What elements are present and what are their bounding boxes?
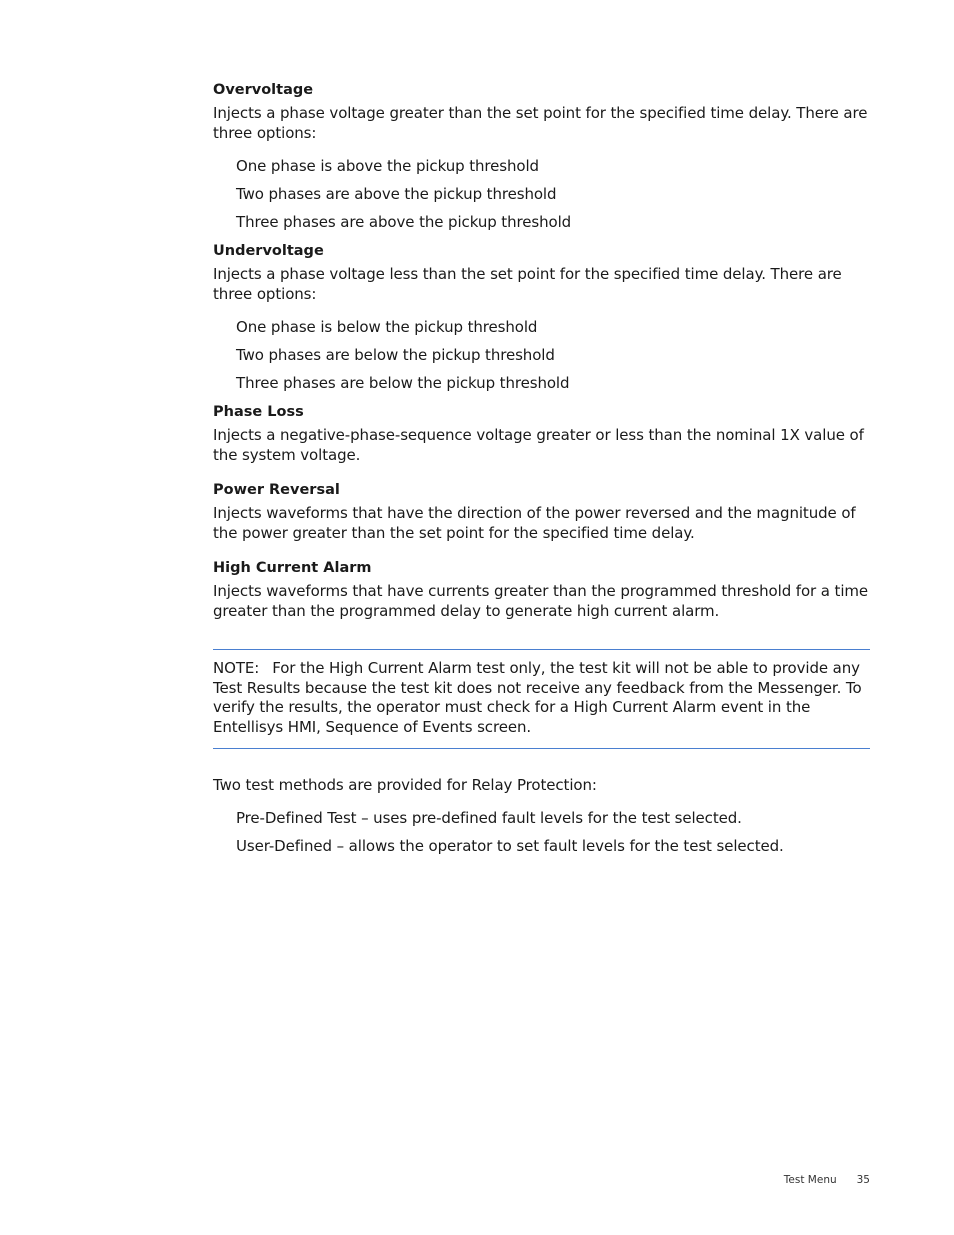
list-item: One phase is below the pickup threshold [236, 318, 538, 336]
section-heading: Phase Loss [213, 404, 304, 420]
note-text: For the High Current Alarm test only, the test kit will not be able to provide any Test Results because the test kit does not receive any feedback from the Messenger. To verify the results, the operator must check for a High Current Alarm event in the Entellisys HMI, Sequence of Events screen. [213, 659, 862, 736]
section-text: Injects waveforms that have the direction of the power reversed and the magnitude of the power greater than the set point for the specified time delay. [213, 504, 856, 542]
section-phase-loss [213, 402, 870, 465]
page-number: 35 [856, 1174, 870, 1186]
section-heading: Power Reversal [213, 482, 340, 498]
note-box [213, 649, 870, 749]
list-item: Three phases are above the pickup threshold [236, 213, 572, 231]
section-heading: Undervoltage [213, 243, 324, 259]
list-item: User-Defined – allows the operator to set fault levels for the test selected. [236, 837, 784, 855]
section-undervoltage [213, 241, 870, 393]
list-item: Two phases are above the pickup threshold [236, 185, 557, 203]
section-text: Injects a negative-phase-sequence voltage greater or less than the nominal 1X value of the system voltage. [213, 426, 864, 464]
footer-section-title: Test Menu [783, 1174, 837, 1186]
section-text: Injects a phase voltage greater than the set point for the specified time delay. There are three options: [213, 104, 868, 142]
section-text: Injects a phase voltage less than the set point for the specified time delay. There are three options: [213, 265, 842, 303]
document-page [213, 80, 870, 864]
test-methods [213, 775, 870, 856]
note-label: NOTE: [213, 659, 260, 677]
options-list [236, 317, 870, 393]
methods-list [236, 808, 870, 856]
section-power-reversal [213, 480, 870, 543]
section-heading: High Current Alarm [213, 560, 372, 576]
note-paragraph [213, 659, 870, 737]
page-footer [784, 1174, 870, 1186]
list-item: One phase is above the pickup threshold [236, 157, 539, 175]
section-high-current-alarm [213, 558, 870, 621]
list-item: Three phases are below the pickup threshold [236, 374, 570, 392]
list-item: Pre-Defined Test – uses pre-defined fault levels for the test selected. [236, 809, 742, 827]
section-heading: Overvoltage [213, 82, 314, 98]
section-overvoltage [213, 80, 870, 232]
options-list [236, 156, 870, 232]
methods-intro: Two test methods are provided for Relay Protection: [213, 776, 597, 794]
section-text: Injects waveforms that have currents greater than the programmed threshold for a time greater than the programmed delay to generate high current alarm. [213, 582, 869, 620]
list-item: Two phases are below the pickup threshold [236, 346, 555, 364]
